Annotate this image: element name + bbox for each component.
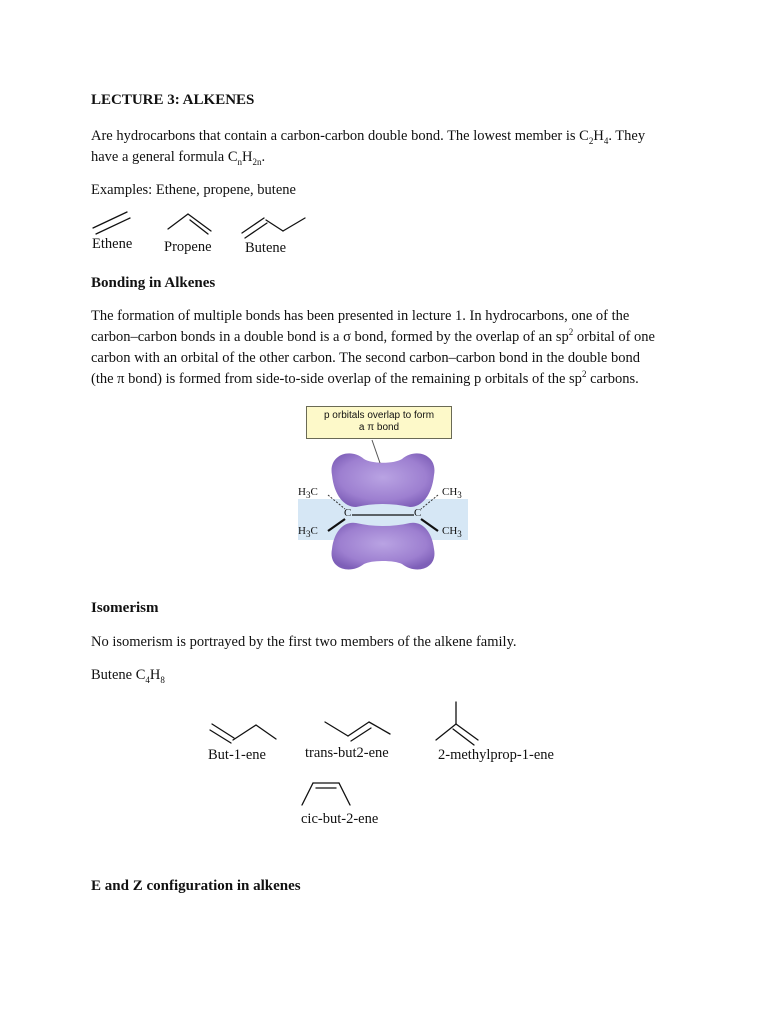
bonding-line-2: carbon–carbon bonds in a double bond is a σ bond, formed by the overlap of an $sp^2$ orbital of one — [91, 327, 655, 345]
bonding-line-4: (the π bond) is formed from side-to-side overlap of the remaining p orbitals of the $sp^2$ carbons. — [91, 369, 639, 387]
cis-but-2-ene-label: cic-but-2-ene — [301, 811, 379, 827]
ch3-top-right: $CH_3$ — [442, 486, 462, 501]
callout-line-2: a π bond — [358, 422, 400, 433]
h3c-top-left: $H_3C$ — [298, 486, 318, 501]
carbon-left: C — [344, 507, 352, 519]
bonding-line-1: The formation of multiple bonds has been presented in lecture 1. In hydrocarbons, one of the — [91, 308, 630, 324]
isomerism-heading: Isomerism — [91, 600, 159, 616]
trans-but-2-ene-label: trans-but2-ene — [305, 745, 389, 761]
ch3-bottom-right: $CH_3$ — [442, 525, 462, 540]
callout-line-1: p orbitals overlap to form — [323, 410, 435, 421]
propene-label: Propene — [164, 239, 212, 255]
ez-configuration-heading: E and Z configuration in alkenes — [91, 878, 301, 894]
h3c-bottom-left: $H_3C$ — [298, 525, 318, 540]
bonding-heading: Bonding in Alkenes — [91, 275, 216, 291]
bonding-line-3: carbon with an orbital of the other carbon. The second carbon–carbon bond in the double bond — [91, 350, 640, 366]
2-methylprop-1-ene-label: 2-methylprop-1-ene — [438, 747, 554, 763]
intro-line-2: have a general formula $C_nH_{2n}$. — [91, 149, 266, 167]
butene-label: Butene — [245, 240, 287, 256]
page-title: LECTURE 3: ALKENES — [91, 92, 255, 108]
but-1-ene-label: But-1-ene — [208, 747, 266, 763]
butene-formula: Butene $C_4H_8$ — [91, 667, 165, 685]
cis-but-2-ene-structure — [302, 783, 350, 805]
isomerism-text: No isomerism is portrayed by the first two members of the alkene family. — [91, 634, 517, 650]
trans-but-2-ene-structure — [325, 722, 390, 741]
but-1-ene-structure — [210, 724, 276, 743]
examples-text: Examples: Ethene, propene, butene — [91, 182, 296, 198]
2-methylprop-1-ene-structure — [436, 702, 481, 745]
intro-line-1: Are hydrocarbons that contain a carbon-carbon double bond. The lowest member is $C_2H_4$. They — [91, 128, 646, 146]
carbon-right: C — [414, 507, 422, 519]
ethene-label: Ethene — [92, 236, 133, 252]
